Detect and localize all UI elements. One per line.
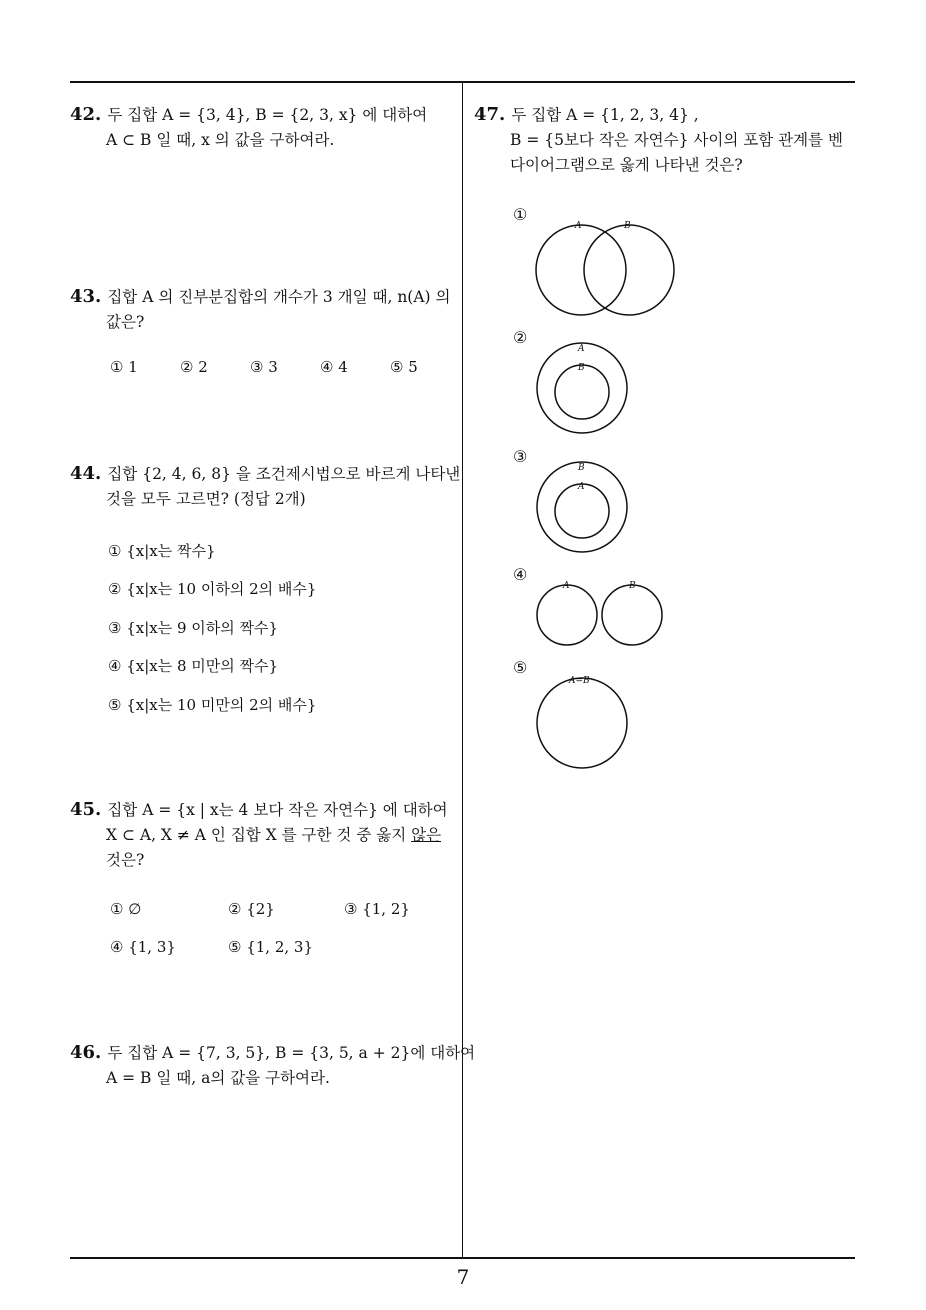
- problem-text: 집합 A 의 진부분집합의 개수가 3 개일 때, n(A) 의: [107, 288, 451, 306]
- choice-4[interactable]: ④ {x|x는 8 미만의 짝수}: [108, 657, 279, 675]
- problem-44: [70, 461, 460, 512]
- label-b: B: [629, 581, 636, 591]
- problem-text: 것은?: [106, 851, 145, 869]
- choice-2[interactable]: ② 2: [180, 358, 208, 376]
- label-a: A: [578, 344, 585, 354]
- choice-2[interactable]: ② {2}: [228, 900, 275, 918]
- label-b: B: [578, 463, 585, 473]
- label-a: A: [563, 581, 570, 591]
- bottom-rule: [70, 1257, 855, 1259]
- problem-46: [70, 1040, 475, 1091]
- label-a: A: [575, 221, 582, 231]
- choice-5[interactable]: ⑤ 5: [390, 358, 418, 376]
- choice-1[interactable]: ① 1: [110, 358, 138, 376]
- problem-text: 집합 A = {x | x는 4 보다 작은 자연수} 에 대하여: [107, 801, 448, 819]
- page-number: 7: [456, 1265, 470, 1289]
- problem-number: 47.: [474, 104, 506, 125]
- problem-text: 값은?: [106, 313, 145, 331]
- choice-5[interactable]: ⑤ {x|x는 10 미만의 2의 배수}: [108, 696, 317, 714]
- choice-4[interactable]: ④ 4: [320, 358, 348, 376]
- venn-overlapping[interactable]: [530, 215, 680, 320]
- label-a: A: [578, 482, 585, 492]
- underlined-emphasis: 않은: [411, 826, 442, 844]
- problem-text: 두 집합 A = {3, 4}, B = {2, 3, x} 에 대하여: [107, 106, 428, 124]
- problem-text: A = B 일 때, a의 값을 구하여라.: [106, 1069, 330, 1087]
- venn-b-subset-a[interactable]: [530, 338, 635, 438]
- problem-number: 45.: [70, 799, 102, 820]
- problem-text: 두 집합 A = {7, 3, 5}, B = {3, 5, a + 2}에 대하여: [107, 1044, 476, 1062]
- venn-disjoint[interactable]: [530, 575, 670, 650]
- option-5-number[interactable]: ⑤: [513, 658, 528, 677]
- problem-text: 것을 모두 고르면? (정답 2개): [106, 490, 306, 508]
- option-3-number[interactable]: ③: [513, 447, 528, 466]
- problem-text: X ⊂ A, X ≠ A 인 집합 X 를 구한 것 중 옳지: [106, 826, 412, 844]
- label-b: B: [578, 363, 585, 373]
- problem-text: B = {5보다 작은 자연수} 사이의 포함 관계를 벤: [510, 131, 843, 149]
- problem-number: 44.: [70, 463, 102, 484]
- label-b: B: [624, 221, 631, 231]
- choice-3[interactable]: ③ 3: [250, 358, 278, 376]
- choice-4[interactable]: ④ {1, 3}: [110, 938, 176, 956]
- problem-text: 집합 {2, 4, 6, 8} 을 조건제시법으로 바르게 나타낸: [107, 465, 461, 483]
- problem-number: 42.: [70, 104, 102, 125]
- problem-text: 다이어그램으로 옳게 나타낸 것은?: [510, 156, 743, 174]
- problem-47: [474, 102, 843, 178]
- problem-number: 43.: [70, 286, 102, 307]
- problem-43: [70, 284, 451, 335]
- choice-3[interactable]: ③ {x|x는 9 이하의 짝수}: [108, 619, 279, 637]
- choice-2[interactable]: ② {x|x는 10 이하의 2의 배수}: [108, 580, 317, 598]
- problem-number: 46.: [70, 1042, 102, 1063]
- option-2-number[interactable]: ②: [513, 328, 528, 347]
- venn-a-subset-b[interactable]: [530, 457, 635, 557]
- choice-1[interactable]: ① ∅: [110, 900, 142, 918]
- problem-42: [70, 102, 427, 153]
- venn-equal[interactable]: [530, 668, 635, 773]
- option-4-number[interactable]: ④: [513, 565, 528, 584]
- option-1-number[interactable]: ①: [513, 205, 528, 224]
- problem-text: A ⊂ B 일 때, x 의 값을 구하여라.: [106, 131, 335, 149]
- choice-1[interactable]: ① {x|x는 짝수}: [108, 542, 216, 560]
- problem-text: 두 집합 A = {1, 2, 3, 4} ,: [511, 106, 699, 124]
- label-a-equals-b: A=B: [569, 676, 590, 686]
- problem-45: [70, 797, 448, 873]
- choice-3[interactable]: ③ {1, 2}: [344, 900, 410, 918]
- choice-5[interactable]: ⑤ {1, 2, 3}: [228, 938, 314, 956]
